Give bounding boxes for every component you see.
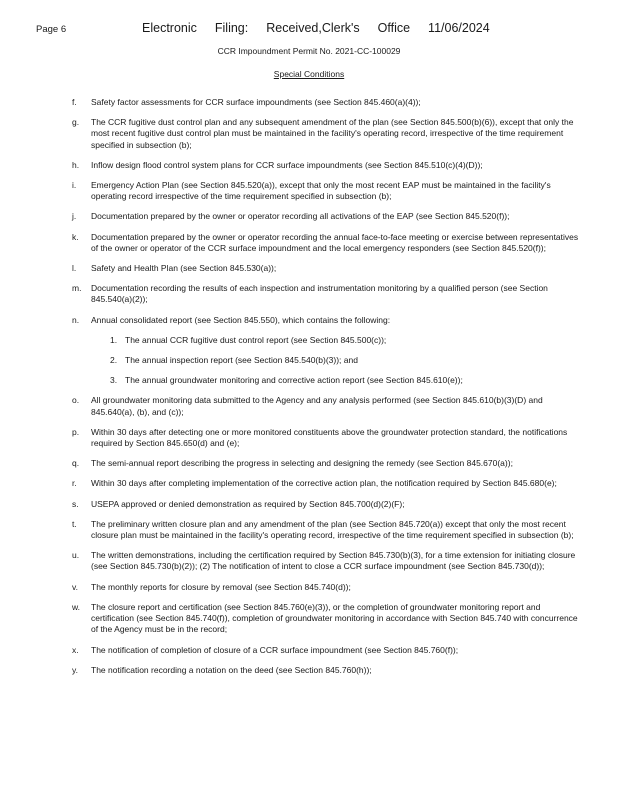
item-letter: r. bbox=[72, 478, 77, 489]
section-title: Special Conditions bbox=[273, 69, 345, 79]
list-item bbox=[0, 97, 618, 108]
list-item bbox=[0, 427, 618, 449]
sub-list-item bbox=[0, 335, 618, 346]
list-item bbox=[0, 645, 618, 656]
item-letter: t. bbox=[72, 518, 77, 529]
list-item bbox=[0, 211, 618, 222]
item-letter: f. bbox=[72, 97, 77, 107]
item-letter: q. bbox=[72, 458, 80, 469]
list-item bbox=[0, 550, 618, 572]
item-text: The notification of completion of closure of a CCR surface impoundment (see Section 845.760(f)); bbox=[91, 644, 459, 655]
item-letter: x. bbox=[72, 644, 79, 655]
list-item bbox=[0, 232, 618, 254]
item-text: The CCR fugitive dust control plan and any subsequent amendment of the plan (see Section 845.500(b)(6)), except that only the most recent fugitive dust control plan must be maintained in the facility's operating record, irrespective of the time requirement specified in subsection (b); bbox=[91, 117, 574, 150]
item-text: Documentation prepared by the owner or operator recording all activations of the EAP (see Section 845.520(f)); bbox=[91, 211, 510, 222]
header-date: 11/06/2024 bbox=[428, 21, 490, 35]
item-letter: y. bbox=[72, 664, 78, 675]
item-text: Annual consolidated report (see Section 845.550), which contains the following: bbox=[91, 314, 391, 325]
sub-item-number: 2. bbox=[110, 355, 118, 366]
item-text: The closure report and certification (see Section 845.760(e)(3)), or the completion of groundwater monitoring report and certification (see Section 845.740(f)), completion of groundwater monitoring in accordance with Section 845.740 with concurrence of the Agency must be in the record; bbox=[91, 601, 578, 635]
item-letter: j. bbox=[72, 211, 77, 222]
item-letter: i. bbox=[72, 180, 77, 191]
list-item bbox=[0, 519, 618, 541]
item-letter: o. bbox=[72, 395, 80, 406]
item-text: The monthly reports for closure by removal (see Section 845.740(d)); bbox=[91, 581, 351, 592]
item-letter: h. bbox=[72, 159, 80, 170]
item-text: The notification recording a notation on the deed (see Section 845.760(h)); bbox=[91, 664, 372, 675]
item-text: Emergency Action Plan (see Section 845.520(a)), except that only the most recent EAP must be maintained in the facility's operating record irrespective of the time requirement specified in subsection (b); bbox=[91, 180, 551, 202]
conditions-list bbox=[0, 97, 618, 676]
sub-item-number: 3. bbox=[110, 375, 118, 386]
item-text: Documentation recording the results of each inspection and instrumentation monitoring by a qualified person (see Section 845.540(a)(2)); bbox=[91, 283, 548, 305]
item-text: Safety and Health Plan (see Section 845.530(a)); bbox=[91, 263, 277, 274]
list-item bbox=[0, 665, 618, 676]
item-letter: k. bbox=[72, 231, 79, 242]
list-item bbox=[0, 478, 618, 489]
item-text: The preliminary written closure plan and any amendment of the plan (see Section 845.720(a)) except that only the most recent closure plan must be maintained in the facility's operating record, irrespective of the time requirement specified in subsection (b); bbox=[91, 518, 574, 541]
list-item bbox=[0, 395, 618, 417]
list-item bbox=[0, 263, 618, 274]
item-text: USEPA approved or denied demonstration as required by Section 845.700(d)(2)(F); bbox=[91, 498, 405, 509]
list-item bbox=[0, 602, 618, 636]
item-text: The written demonstrations, including the certification required by Section 845.730(b)(3), for a time extension for initiating closure (see Section 845.730(b)(2)); (2) The notification of intent to close a CCR surface impoundment (see Section 845.730(d)); bbox=[91, 550, 576, 572]
sub-item-text: The annual inspection report (see Section 845.540(b)(3)); and bbox=[125, 355, 358, 366]
header-filing: Filing: bbox=[214, 21, 249, 35]
page-number: Page 6 bbox=[36, 24, 67, 35]
item-text: Inflow design flood control system plans for CCR surface impoundments (see Section 845.510(c)(4)(D)); bbox=[91, 159, 483, 170]
item-text: Within 30 days after completing implementation of the corrective action plan, the notification required by Section 845.680(e); bbox=[91, 478, 557, 489]
filing-stamp-header bbox=[142, 21, 508, 35]
item-text: All groundwater monitoring data submitted to the Agency and any analysis performed (see Section 845.610(b)(3)(D) and 845.640(a), (b), and (c)); bbox=[91, 395, 543, 417]
item-letter: g. bbox=[72, 117, 80, 128]
list-item bbox=[0, 117, 618, 151]
list-item bbox=[0, 180, 618, 202]
list-item bbox=[0, 499, 618, 510]
sub-item-text: The annual groundwater monitoring and corrective action report (see Section 845.610(e)); bbox=[125, 375, 463, 386]
header-electronic: Electronic bbox=[142, 21, 197, 35]
item-letter: m. bbox=[72, 283, 82, 294]
sub-item-number: 1. bbox=[110, 334, 118, 345]
sub-list-item bbox=[0, 375, 618, 386]
item-letter: u. bbox=[72, 550, 80, 561]
list-item bbox=[0, 458, 618, 469]
header-received: Received,Clerk's bbox=[266, 21, 360, 35]
permit-number: CCR Impoundment Permit No. 2021-CC-100029 bbox=[217, 46, 401, 56]
item-letter: v. bbox=[72, 581, 78, 592]
header-office: Office bbox=[377, 21, 411, 35]
item-letter: n. bbox=[72, 314, 80, 325]
list-item bbox=[0, 582, 618, 593]
item-letter: w. bbox=[72, 601, 81, 612]
sub-list-item bbox=[0, 355, 618, 366]
item-text: Documentation prepared by the owner or operator recording the annual face-to-face meeting or exercise between representatives of the owner or operator of the CCR surface impoundment and the local emergency responders (see Section 845.520(f)); bbox=[91, 231, 579, 253]
list-item bbox=[0, 315, 618, 326]
item-text: Safety factor assessments for CCR surface impoundments (see Section 845.460(a)(4)); bbox=[91, 97, 421, 107]
list-item bbox=[0, 160, 618, 171]
sub-item-text: The annual CCR fugitive dust control report (see Section 845.500(c)); bbox=[125, 334, 387, 345]
item-text: Within 30 days after detecting one or more monitored constituents above the groundwater protection standard, the notifications required by Section 845.650(d) and (e); bbox=[91, 426, 568, 449]
item-text: The semi-annual report describing the progress in selecting and designing the remedy (see Section 845.670(a)); bbox=[91, 458, 513, 469]
item-letter: l. bbox=[72, 263, 77, 274]
item-letter: p. bbox=[72, 426, 80, 437]
list-item bbox=[0, 283, 618, 305]
item-letter: s. bbox=[72, 498, 79, 509]
